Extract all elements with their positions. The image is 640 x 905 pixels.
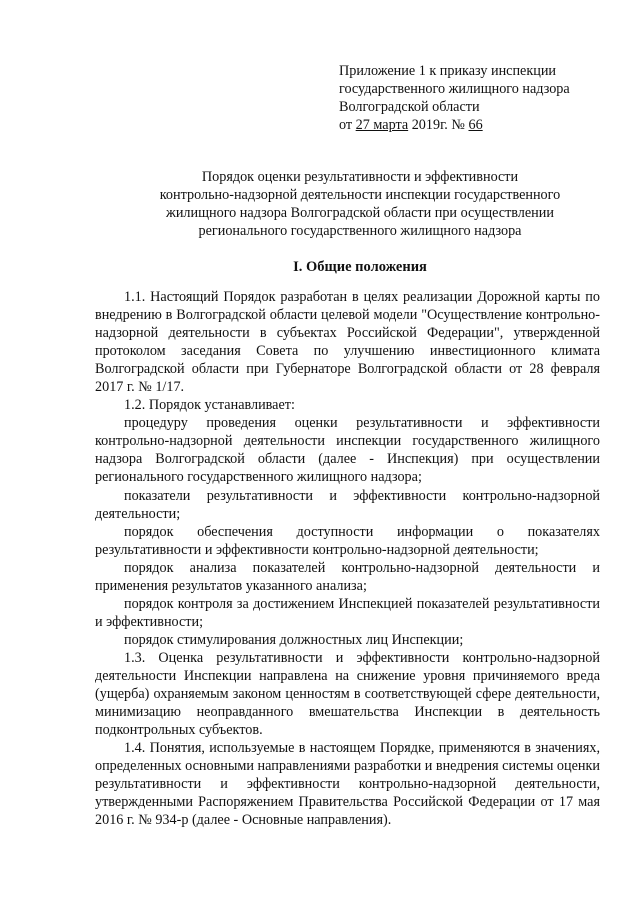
appendix-order-number: 66 xyxy=(468,117,483,133)
appendix-date: 27 марта xyxy=(355,117,409,133)
list-item-accessibility: порядок обеспечения доступности информации о показателях результативности и эффективности контрольно-надзорной деятельности; xyxy=(95,523,600,558)
paragraph-1-4: 1.4. Понятия, используемые в настоящем Порядке, применяются в значениях, определенных основными направлениями разработки и внедрения системы оценки результативности и эффективности контрольно-надзорной деятельности, утвержденными Распоряжением Правительства Российской Федерации от 17 мая 2016 г. № 934-р (далее - Основные направления). xyxy=(95,740,600,829)
appendix-line-4 xyxy=(339,116,619,134)
list-item-control: порядок контроля за достижением Инспекцией показателей результативности и эффективности; xyxy=(95,595,600,630)
appendix-line-2: государственного жилищного надзора xyxy=(339,81,570,97)
paragraph-1-1: 1.1. Настоящий Порядок разработан в целях реализации Дорожной карты по внедрению в Волгоградской области целевой модели "Осуществление контрольно-надзорной деятельности в субъектах Российской Федерации", утвержденной протоколом заседания Совета по улучшению инвестиционного климата Волгоградской области при Губернаторе Волгоградской области от 28 февраля 2017 г. № 1/17. xyxy=(95,289,600,396)
body-text xyxy=(95,288,600,829)
title-line-1: Порядок оценки результативности и эффективности xyxy=(201,169,519,185)
list-item-incentives: порядок стимулирования должностных лиц Инспекции; xyxy=(124,631,464,648)
paragraph-1-3: 1.3. Оценка результативности и эффективности контрольно-надзорной деятельности Инспекции направлена на снижение уровня причиняемого вреда (ущерба) охраняемым законом ценностям в соответствующей сфере деятельности, минимизацию неоправданного вмешательства Инспекции в деятельность подконтрольных субъектов. xyxy=(95,649,600,739)
list-item-procedure: процедуру проведения оценки результативности и эффективности контрольно-надзорной деятельности инспекции государственного жилищного надзора Волгоградской области (далее - Инспекция) при осуществлении регионального государственного жилищного надзора; xyxy=(95,415,600,486)
list-item-indicators: показатели результативности и эффективности контрольно-надзорной деятельности; xyxy=(95,487,600,522)
appendix-date-prefix: от xyxy=(339,117,356,133)
appendix-line-1: Приложение 1 к приказу инспекции xyxy=(339,63,557,79)
appendix-year: 2019г. № xyxy=(408,117,469,133)
title-line-2: контрольно-надзорной деятельности инспекции государственного xyxy=(159,187,561,203)
section-heading: I. Общие положения xyxy=(293,259,427,275)
paragraph-1-2: 1.2. Порядок устанавливает: xyxy=(124,397,295,414)
appendix-block xyxy=(339,62,619,134)
title-line-3: жилищного надзора Волгоградской области при осуществлении xyxy=(166,205,554,221)
appendix-line-3: Волгоградской области xyxy=(339,99,480,115)
document-title xyxy=(100,168,620,240)
list-item-analysis: порядок анализа показателей контрольно-надзорной деятельности и применения результатов указанного анализа; xyxy=(95,559,600,594)
title-line-4: регионального государственного жилищного надзора xyxy=(198,223,522,239)
